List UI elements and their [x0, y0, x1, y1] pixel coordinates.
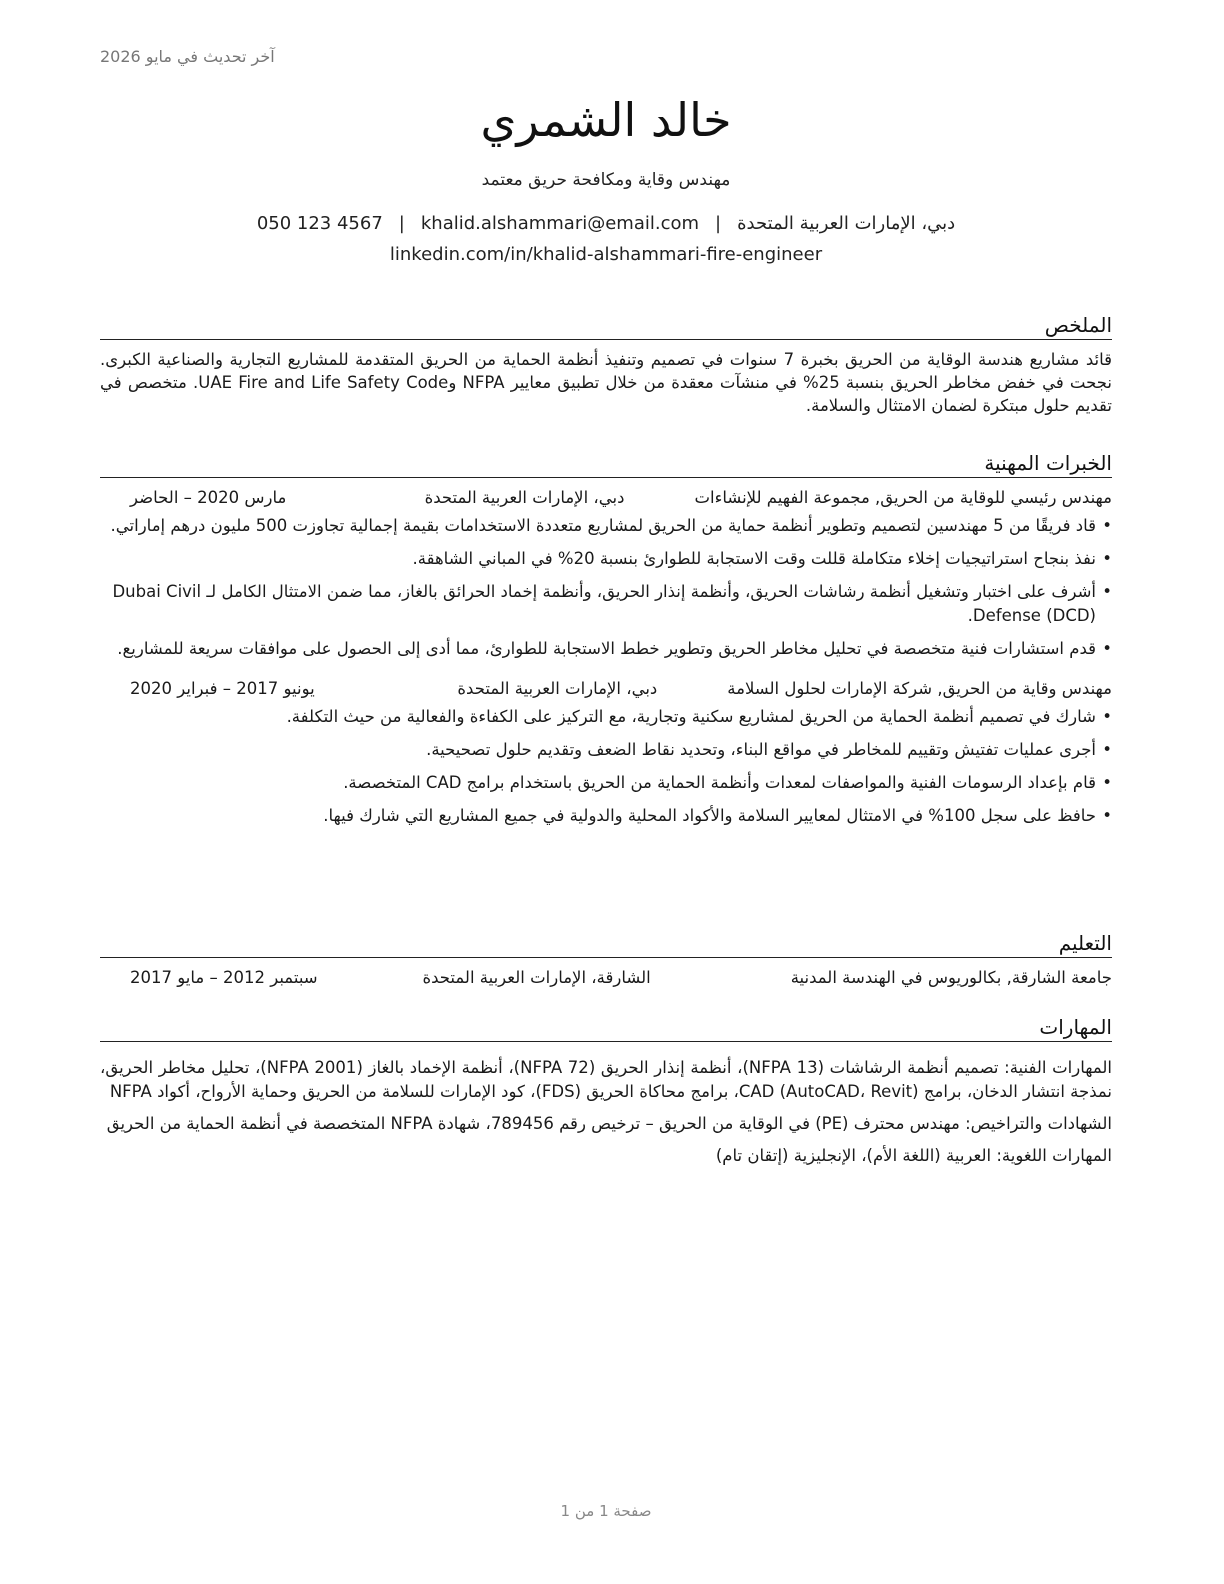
bullet-dot: •: [1102, 773, 1112, 792]
experience-section: [100, 450, 1112, 837]
contact-separator: |: [398, 213, 405, 234]
bullet-text: أجرى عمليات تفتيش وتقييم للمخاطر في مواقع البناء، وتحديد نقاط الضعف وتقديم حلول تصحيحية.: [426, 740, 1096, 759]
job-bullet: [100, 580, 1112, 628]
job-bullet: [100, 705, 1112, 729]
bullet-text: قدم استشارات فنية متخصصة في تحليل مخاطر الحريق وتطوير خطط الاستجابة للطوارئ، مما أدى إلى الحصول على موافقات سريعة للمشاريع.: [117, 639, 1096, 658]
bullet-dot: •: [1102, 707, 1112, 726]
bullet-dot: •: [1102, 582, 1112, 601]
summary-heading: الملخص: [100, 312, 1112, 340]
location-text: دبي، الإمارات العربية المتحدة: [737, 213, 956, 234]
bullet-dot: •: [1102, 549, 1112, 568]
job-dates: مارس 2020 – الحاضر: [130, 488, 287, 507]
job-bullet: [100, 637, 1112, 661]
page-number: صفحة 1 من 1: [560, 1502, 652, 1520]
job-entry: [100, 486, 1112, 661]
education-section: [100, 930, 1112, 990]
contact-separator: |: [715, 213, 722, 234]
bullet-text: أشرف على اختبار وتشغيل أنظمة رشاشات الحريق، وأنظمة إنذار الحريق، وأنظمة إخماد الحرائق بالغاز، مما ضمن الامتثال الكامل لـ Dubai Civil Defense (DCD).: [112, 582, 1096, 625]
education-location: الشارقة، الإمارات العربية المتحدة: [422, 968, 651, 987]
job-bullet: [100, 804, 1112, 828]
language-skills: المهارات اللغوية: العربية (اللغة الأم)، الإنجليزية (إتقان تام): [715, 1146, 1112, 1165]
job-entry: [100, 677, 1112, 828]
linkedin-link[interactable]: linkedin.com/in/khalid-alshammari-fire-engineer: [389, 244, 823, 265]
job-role-company: مهندس رئيسي للوقاية من الحريق, مجموعة الفهيم للإنشاءات: [694, 488, 1112, 507]
job-header: [100, 677, 1112, 701]
job-dates: يونيو 2017 – فبراير 2020: [130, 679, 315, 698]
bullet-dot: •: [1102, 639, 1112, 658]
education-institution: جامعة الشارقة, بكالوريوس في الهندسة المدنية: [790, 968, 1112, 987]
education-entry: [100, 966, 1112, 990]
email-link[interactable]: khalid.alshammari@email.com: [420, 213, 700, 234]
resume-header: [100, 92, 1112, 272]
education-dates: سبتمبر 2012 – مايو 2017: [130, 968, 318, 987]
job-role-location: [457, 677, 1112, 701]
job-header: [100, 486, 1112, 510]
bullet-text: نفذ بنجاح استراتيجيات إخلاء متكاملة قللت وقت الاستجابة للطوارئ بنسبة 20% في المباني الشاهقة.: [412, 549, 1096, 568]
experience-heading: الخبرات المهنية: [100, 450, 1112, 478]
skills-section: [100, 1014, 1112, 1176]
resume-page: [100, 0, 1112, 1584]
linkedin-line: [100, 238, 1112, 272]
bullet-dot: •: [1102, 740, 1112, 759]
bullet-text: شارك في تصميم أنظمة الحماية من الحريق لمشاريع سكنية وتجارية، مع التركيز على الكفاءة والفعالية من حيث التكلفة.: [286, 707, 1096, 726]
job-location: دبي، الإمارات العربية المتحدة: [424, 488, 625, 507]
bullet-text: حافظ على سجل 100% في الامتثال لمعايير السلامة والأكواد المحلية والدولية في جميع المشاريع التي شارك فيها.: [323, 806, 1096, 825]
phone-number: 050 123 4567: [256, 213, 383, 234]
job-bullet: [100, 771, 1112, 795]
job-role-company: مهندس وقاية من الحريق, شركة الإمارات لحلول السلامة: [727, 679, 1112, 698]
certifications: الشهادات والتراخيص: مهندس محترف (PE) في الوقاية من الحريق – ترخيص رقم 789456، شهادة NFPA المتخصصة في أنظمة الحماية من الحريق: [106, 1114, 1112, 1133]
summary-section: [100, 312, 1112, 417]
job-role-location: [425, 486, 1112, 510]
job-location: دبي، الإمارات العربية المتحدة: [457, 679, 658, 698]
job-bullet: [100, 547, 1112, 571]
education-heading: التعليم: [100, 930, 1112, 958]
bullet-text: قام بإعداد الرسومات الفنية والمواصفات لمعدات وأنظمة الحماية من الحريق باستخدام برامج CAD المتخصصة.: [343, 773, 1096, 792]
last-updated: آخر تحديث في مايو 2026: [100, 47, 275, 66]
job-bullet: [100, 738, 1112, 762]
bullet-text: قاد فريقًا من 5 مهندسين لتصميم وتطوير أنظمة حماية من الحريق لمشاريع متعددة الاستخدامات بقيمة إجمالية تجاوزت 500 مليون درهم إماراتي.: [110, 516, 1096, 535]
summary-text: قائد مشاريع هندسة الوقاية من الحريق بخبرة 7 سنوات في تصميم وتنفيذ أنظمة الحماية من الحريق المتقدمة للمشاريع التجارية والصناعية الكبرى. نجحت في خفض مخاطر الحريق بنسبة 25% في منشآت معقدة من خلال تطبيق معايير NFPA وUAE Fire and Life Safety Code. متخصص في تقديم حلول مبتكرة لضمان الامتثال والسلامة.: [100, 350, 1113, 415]
job-bullets: [100, 514, 1112, 661]
job-bullets: [100, 705, 1112, 828]
job-bullet: [100, 514, 1112, 538]
skills-heading: المهارات: [100, 1014, 1112, 1042]
professional-title: مهندس وقاية ومكافحة حريق معتمد: [481, 170, 731, 190]
candidate-name: خالد الشمري: [480, 93, 732, 147]
bullet-dot: •: [1102, 516, 1112, 535]
technical-skills: المهارات الفنية: تصميم أنظمة الرشاشات (NFPA 13)، أنظمة إنذار الحريق (NFPA 72)، أنظمة الإخماد بالغاز (NFPA 2001)، تحليل مخاطر الحريق، نمذجة انتشار الدخان، برامج CAD (AutoCAD، Revit)، برامج محاكاة الحريق (FDS)، كود الإمارات للسلامة من الحريق وحماية الأرواح، أكواد NFPA: [100, 1058, 1112, 1101]
bullet-dot: •: [1102, 806, 1112, 825]
education-institution-location: [422, 966, 1112, 990]
contact-line: [100, 210, 1112, 238]
